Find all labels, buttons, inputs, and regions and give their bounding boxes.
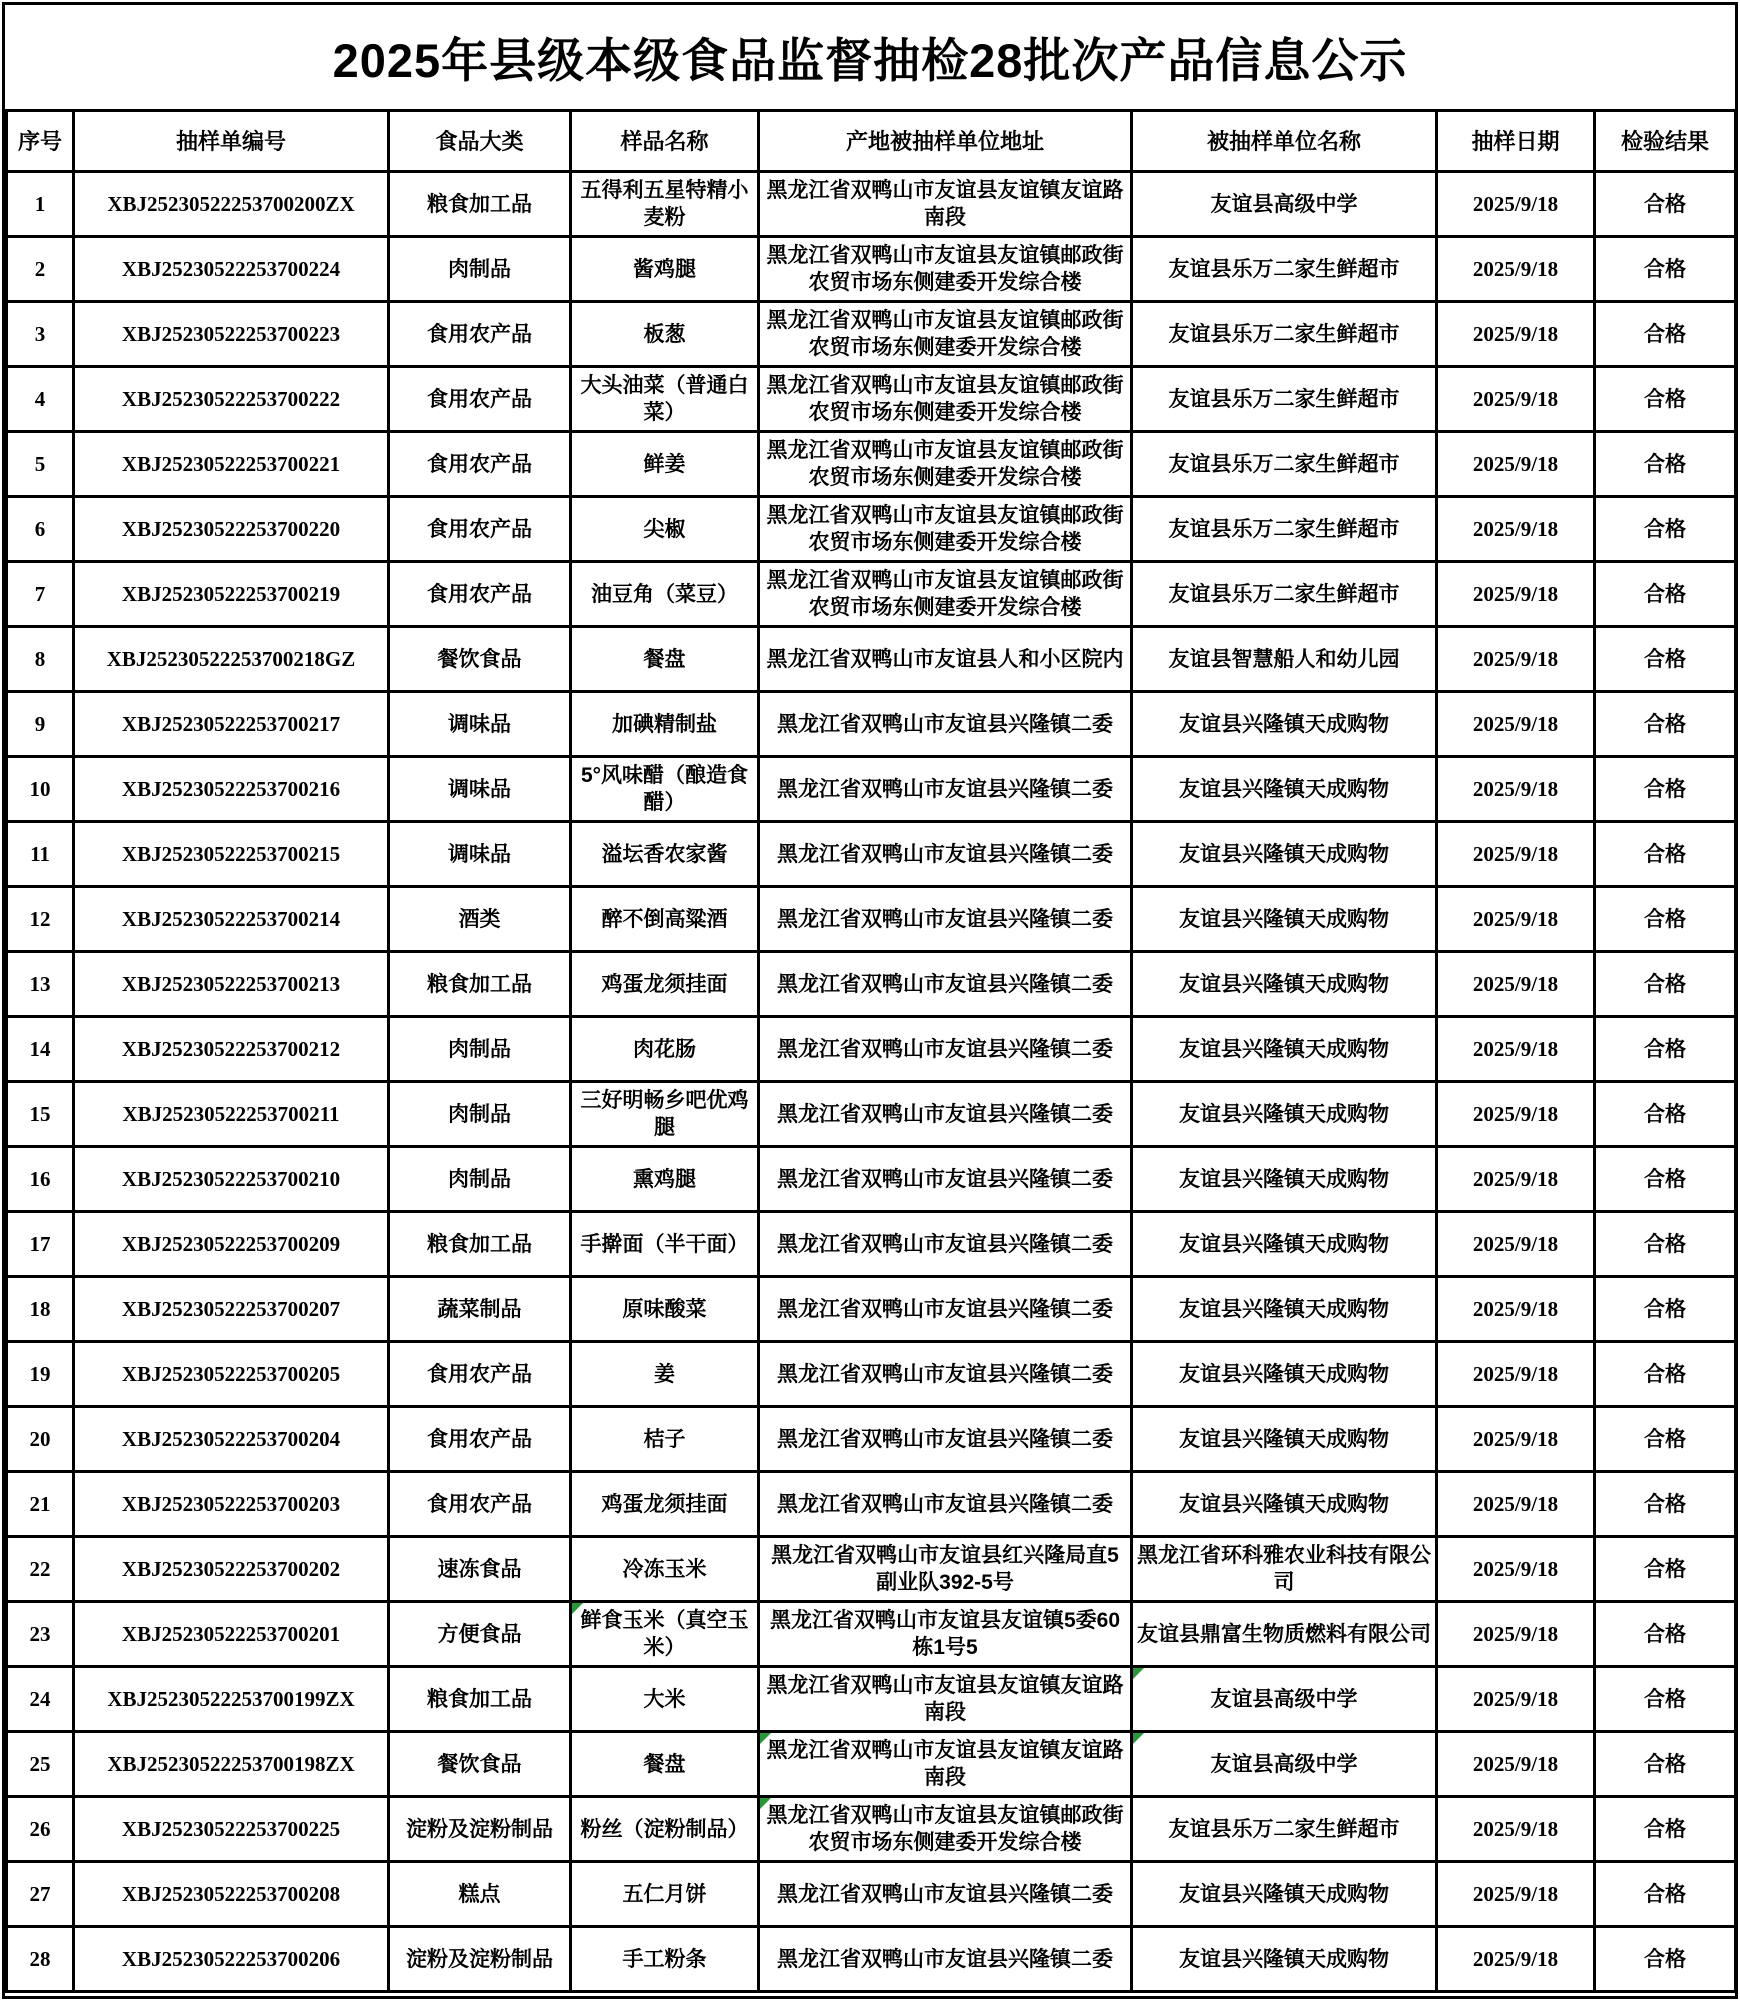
table-row — [7, 1732, 1736, 1797]
table-row — [7, 1927, 1736, 1992]
cell-date: 2025/9/18 — [1437, 1407, 1595, 1472]
cell-address: 黑龙江省双鸭山市友谊县兴隆镇二委 — [759, 1342, 1132, 1407]
header-row — [7, 111, 1736, 172]
table-row — [7, 367, 1736, 432]
cell-address: 黑龙江省双鸭山市友谊县兴隆镇二委 — [759, 1277, 1132, 1342]
cell-code: XBJ25230522253700211 — [74, 1082, 389, 1147]
cell-unit: 友谊县兴隆镇天成购物 — [1132, 952, 1437, 1017]
cell-no: 1 — [7, 172, 74, 237]
cell-sample: 桔子 — [571, 1407, 759, 1472]
cell-category: 食用农产品 — [389, 1342, 571, 1407]
cell-sample: 加碘精制盐 — [571, 692, 759, 757]
cell-no: 21 — [7, 1472, 74, 1537]
cell-code: XBJ25230522253700205 — [74, 1342, 389, 1407]
cell-unit: 友谊县兴隆镇天成购物 — [1132, 887, 1437, 952]
cell-date: 2025/9/18 — [1437, 1212, 1595, 1277]
table-row — [7, 1667, 1736, 1732]
column-header: 检验结果 — [1595, 111, 1736, 172]
table-row — [7, 562, 1736, 627]
cell-result: 合格 — [1595, 302, 1736, 367]
cell-no: 18 — [7, 1277, 74, 1342]
cell-no: 2 — [7, 237, 74, 302]
cell-category: 淀粉及淀粉制品 — [389, 1927, 571, 1992]
column-header: 样品名称 — [571, 111, 759, 172]
cell-no: 27 — [7, 1862, 74, 1927]
table-row — [7, 1407, 1736, 1472]
cell-result: 合格 — [1595, 1147, 1736, 1212]
cell-date: 2025/9/18 — [1437, 1667, 1595, 1732]
cell-unit: 友谊县兴隆镇天成购物 — [1132, 692, 1437, 757]
table-row — [7, 432, 1736, 497]
cell-address: 黑龙江省双鸭山市友谊县兴隆镇二委 — [759, 1407, 1132, 1472]
cell-result: 合格 — [1595, 497, 1736, 562]
cell-code: XBJ25230522253700215 — [74, 822, 389, 887]
cell-date: 2025/9/18 — [1437, 237, 1595, 302]
cell-no: 23 — [7, 1602, 74, 1667]
cell-code: XBJ25230522253700222 — [74, 367, 389, 432]
cell-code: XBJ25230522253700217 — [74, 692, 389, 757]
cell-unit: 友谊县乐万二家生鲜超市 — [1132, 237, 1437, 302]
cell-unit: 友谊县兴隆镇天成购物 — [1132, 822, 1437, 887]
cell-code: XBJ25230522253700212 — [74, 1017, 389, 1082]
cell-address: 黑龙江省双鸭山市友谊县友谊镇友谊路南段 — [759, 1732, 1132, 1797]
cell-unit: 友谊县乐万二家生鲜超市 — [1132, 562, 1437, 627]
table-row — [7, 822, 1736, 887]
cell-date: 2025/9/18 — [1437, 1797, 1595, 1862]
cell-address: 黑龙江省双鸭山市友谊县友谊镇邮政街农贸市场东侧建委开发综合楼 — [759, 1797, 1132, 1862]
cell-category: 酒类 — [389, 887, 571, 952]
cell-unit: 友谊县兴隆镇天成购物 — [1132, 1017, 1437, 1082]
cell-category: 调味品 — [389, 757, 571, 822]
cell-code: XBJ25230522253700208 — [74, 1862, 389, 1927]
cell-address: 黑龙江省双鸭山市友谊县友谊镇友谊路南段 — [759, 1667, 1132, 1732]
cell-date: 2025/9/18 — [1437, 302, 1595, 367]
cell-date: 2025/9/18 — [1437, 1927, 1595, 1992]
cell-code: XBJ25230522253700210 — [74, 1147, 389, 1212]
table-row — [7, 887, 1736, 952]
cell-date: 2025/9/18 — [1437, 497, 1595, 562]
cell-category: 糕点 — [389, 1862, 571, 1927]
cell-unit: 黑龙江省环科雅农业科技有限公司 — [1132, 1537, 1437, 1602]
cell-sample: 手擀面（半干面） — [571, 1212, 759, 1277]
cell-date: 2025/9/18 — [1437, 1472, 1595, 1537]
cell-date: 2025/9/18 — [1437, 1082, 1595, 1147]
excel-error-flag-icon — [760, 1798, 771, 1809]
cell-date: 2025/9/18 — [1437, 1342, 1595, 1407]
cell-result: 合格 — [1595, 1277, 1736, 1342]
cell-category: 肉制品 — [389, 1017, 571, 1082]
cell-category: 食用农产品 — [389, 1407, 571, 1472]
cell-category: 食用农产品 — [389, 1472, 571, 1537]
cell-address: 黑龙江省双鸭山市友谊县兴隆镇二委 — [759, 1147, 1132, 1212]
table-row — [7, 497, 1736, 562]
cell-category: 粮食加工品 — [389, 952, 571, 1017]
table-body — [7, 172, 1736, 1992]
cell-date: 2025/9/18 — [1437, 1147, 1595, 1212]
column-header: 抽样日期 — [1437, 111, 1595, 172]
cell-address: 黑龙江省双鸭山市友谊县红兴隆局直5副业队392-5号 — [759, 1537, 1132, 1602]
cell-no: 17 — [7, 1212, 74, 1277]
column-header: 抽样单编号 — [74, 111, 389, 172]
cell-unit: 友谊县鼎富生物质燃料有限公司 — [1132, 1602, 1437, 1667]
excel-error-flag-icon — [1133, 1668, 1144, 1679]
cell-date: 2025/9/18 — [1437, 562, 1595, 627]
cell-date: 2025/9/18 — [1437, 1537, 1595, 1602]
cell-category: 食用农产品 — [389, 367, 571, 432]
cell-category: 食用农产品 — [389, 497, 571, 562]
cell-category: 粮食加工品 — [389, 172, 571, 237]
cell-no: 20 — [7, 1407, 74, 1472]
cell-date: 2025/9/18 — [1437, 1277, 1595, 1342]
cell-no: 13 — [7, 952, 74, 1017]
cell-sample: 冷冻玉米 — [571, 1537, 759, 1602]
cell-sample: 鲜食玉米（真空玉米） — [571, 1602, 759, 1667]
cell-code: XBJ25230522253700223 — [74, 302, 389, 367]
cell-address: 黑龙江省双鸭山市友谊县兴隆镇二委 — [759, 1927, 1132, 1992]
cell-no: 12 — [7, 887, 74, 952]
cell-sample: 手工粉条 — [571, 1927, 759, 1992]
column-header: 食品大类 — [389, 111, 571, 172]
cell-no: 10 — [7, 757, 74, 822]
cell-unit: 友谊县乐万二家生鲜超市 — [1132, 497, 1437, 562]
page-frame — [2, 2, 1738, 1999]
table-row — [7, 1342, 1736, 1407]
cell-no: 9 — [7, 692, 74, 757]
cell-sample: 三好明畅乡吧优鸡腿 — [571, 1082, 759, 1147]
cell-date: 2025/9/18 — [1437, 1862, 1595, 1927]
cell-sample: 鸡蛋龙须挂面 — [571, 1472, 759, 1537]
cell-unit: 友谊县高级中学 — [1132, 172, 1437, 237]
cell-category: 食用农产品 — [389, 562, 571, 627]
cell-no: 8 — [7, 627, 74, 692]
cell-result: 合格 — [1595, 627, 1736, 692]
cell-address: 黑龙江省双鸭山市友谊县兴隆镇二委 — [759, 757, 1132, 822]
cell-unit: 友谊县高级中学 — [1132, 1667, 1437, 1732]
cell-result: 合格 — [1595, 1472, 1736, 1537]
cell-code: XBJ25230522253700214 — [74, 887, 389, 952]
excel-error-flag-icon — [572, 1603, 583, 1614]
cell-no: 4 — [7, 367, 74, 432]
cell-sample: 姜 — [571, 1342, 759, 1407]
cell-sample: 醉不倒高粱酒 — [571, 887, 759, 952]
cell-sample: 鲜姜 — [571, 432, 759, 497]
cell-sample: 鸡蛋龙须挂面 — [571, 952, 759, 1017]
cell-address: 黑龙江省双鸭山市友谊县兴隆镇二委 — [759, 1862, 1132, 1927]
cell-no: 11 — [7, 822, 74, 887]
cell-no: 15 — [7, 1082, 74, 1147]
cell-address: 黑龙江省双鸭山市友谊县兴隆镇二委 — [759, 1082, 1132, 1147]
cell-no: 16 — [7, 1147, 74, 1212]
cell-date: 2025/9/18 — [1437, 822, 1595, 887]
excel-error-flag-icon — [760, 1733, 771, 1744]
cell-sample: 板葱 — [571, 302, 759, 367]
cell-date: 2025/9/18 — [1437, 757, 1595, 822]
cell-code: XBJ25230522253700225 — [74, 1797, 389, 1862]
cell-result: 合格 — [1595, 1407, 1736, 1472]
table-row — [7, 1862, 1736, 1927]
cell-result: 合格 — [1595, 757, 1736, 822]
cell-category: 速冻食品 — [389, 1537, 571, 1602]
cell-sample: 粉丝（淀粉制品） — [571, 1797, 759, 1862]
cell-result: 合格 — [1595, 952, 1736, 1017]
column-header: 产地被抽样单位地址 — [759, 111, 1132, 172]
cell-unit: 友谊县兴隆镇天成购物 — [1132, 1927, 1437, 1992]
page-title: 2025年县级本级食品监督抽检28批次产品信息公示 — [332, 33, 1408, 87]
excel-error-flag-icon — [1133, 1733, 1144, 1744]
table-row — [7, 1212, 1736, 1277]
cell-result: 合格 — [1595, 822, 1736, 887]
cell-address: 黑龙江省双鸭山市友谊县兴隆镇二委 — [759, 887, 1132, 952]
cell-category: 粮食加工品 — [389, 1667, 571, 1732]
cell-sample: 酱鸡腿 — [571, 237, 759, 302]
table-row — [7, 1147, 1736, 1212]
cell-no: 28 — [7, 1927, 74, 1992]
cell-sample: 大头油菜（普通白菜） — [571, 367, 759, 432]
cell-unit: 友谊县兴隆镇天成购物 — [1132, 1862, 1437, 1927]
cell-result: 合格 — [1595, 692, 1736, 757]
cell-result: 合格 — [1595, 367, 1736, 432]
table-row — [7, 1797, 1736, 1862]
cell-code: XBJ25230522253700213 — [74, 952, 389, 1017]
cell-address: 黑龙江省双鸭山市友谊县友谊镇邮政街农贸市场东侧建委开发综合楼 — [759, 237, 1132, 302]
cell-unit: 友谊县智慧船人和幼儿园 — [1132, 627, 1437, 692]
cell-date: 2025/9/18 — [1437, 1732, 1595, 1797]
cell-unit: 友谊县乐万二家生鲜超市 — [1132, 432, 1437, 497]
cell-code: XBJ25230522253700216 — [74, 757, 389, 822]
cell-category: 餐饮食品 — [389, 627, 571, 692]
cell-result: 合格 — [1595, 1862, 1736, 1927]
cell-unit: 友谊县兴隆镇天成购物 — [1132, 1212, 1437, 1277]
cell-no: 6 — [7, 497, 74, 562]
cell-sample: 5°风味醋（酿造食醋） — [571, 757, 759, 822]
cell-unit: 友谊县兴隆镇天成购物 — [1132, 1472, 1437, 1537]
cell-no: 25 — [7, 1732, 74, 1797]
column-header: 序号 — [7, 111, 74, 172]
cell-result: 合格 — [1595, 1212, 1736, 1277]
cell-unit: 友谊县高级中学 — [1132, 1732, 1437, 1797]
cell-code: XBJ25230522253700209 — [74, 1212, 389, 1277]
cell-date: 2025/9/18 — [1437, 432, 1595, 497]
cell-category: 粮食加工品 — [389, 1212, 571, 1277]
cell-result: 合格 — [1595, 1667, 1736, 1732]
cell-date: 2025/9/18 — [1437, 952, 1595, 1017]
cell-unit: 友谊县乐万二家生鲜超市 — [1132, 302, 1437, 367]
table-row — [7, 302, 1736, 367]
cell-sample: 溢坛香农家酱 — [571, 822, 759, 887]
cell-result: 合格 — [1595, 562, 1736, 627]
cell-code: XBJ25230522253700218GZ — [74, 627, 389, 692]
table-row — [7, 1537, 1736, 1602]
cell-code: XBJ25230522253700199ZX — [74, 1667, 389, 1732]
cell-result: 合格 — [1595, 172, 1736, 237]
cell-unit: 友谊县兴隆镇天成购物 — [1132, 1147, 1437, 1212]
cell-code: XBJ25230522253700202 — [74, 1537, 389, 1602]
cell-unit: 友谊县乐万二家生鲜超市 — [1132, 1797, 1437, 1862]
column-header: 被抽样单位名称 — [1132, 111, 1437, 172]
cell-code: XBJ25230522253700203 — [74, 1472, 389, 1537]
cell-sample: 油豆角（菜豆） — [571, 562, 759, 627]
table-row — [7, 1082, 1736, 1147]
cell-category: 调味品 — [389, 822, 571, 887]
cell-code: XBJ25230522253700204 — [74, 1407, 389, 1472]
cell-no: 22 — [7, 1537, 74, 1602]
cell-address: 黑龙江省双鸭山市友谊县友谊镇邮政街农贸市场东侧建委开发综合楼 — [759, 432, 1132, 497]
cell-category: 肉制品 — [389, 1082, 571, 1147]
cell-unit: 友谊县兴隆镇天成购物 — [1132, 757, 1437, 822]
table-row — [7, 1472, 1736, 1537]
cell-result: 合格 — [1595, 1537, 1736, 1602]
cell-address: 黑龙江省双鸭山市友谊县友谊镇邮政街农贸市场东侧建委开发综合楼 — [759, 562, 1132, 627]
cell-result: 合格 — [1595, 887, 1736, 952]
cell-category: 食用农产品 — [389, 432, 571, 497]
cell-sample: 五得利五星特精小麦粉 — [571, 172, 759, 237]
cell-sample: 原味酸菜 — [571, 1277, 759, 1342]
cell-code: XBJ25230522253700200ZX — [74, 172, 389, 237]
cell-sample: 熏鸡腿 — [571, 1147, 759, 1212]
cell-unit: 友谊县兴隆镇天成购物 — [1132, 1082, 1437, 1147]
cell-category: 餐饮食品 — [389, 1732, 571, 1797]
cell-result: 合格 — [1595, 1017, 1736, 1082]
cell-date: 2025/9/18 — [1437, 887, 1595, 952]
cell-sample: 五仁月饼 — [571, 1862, 759, 1927]
cell-sample: 尖椒 — [571, 497, 759, 562]
cell-code: XBJ25230522253700201 — [74, 1602, 389, 1667]
cell-category: 肉制品 — [389, 1147, 571, 1212]
cell-sample: 餐盘 — [571, 627, 759, 692]
cell-address: 黑龙江省双鸭山市友谊县兴隆镇二委 — [759, 1472, 1132, 1537]
cell-date: 2025/9/18 — [1437, 1602, 1595, 1667]
cell-unit: 友谊县兴隆镇天成购物 — [1132, 1407, 1437, 1472]
cell-no: 3 — [7, 302, 74, 367]
table-row — [7, 692, 1736, 757]
cell-code: XBJ25230522253700224 — [74, 237, 389, 302]
cell-no: 7 — [7, 562, 74, 627]
cell-no: 19 — [7, 1342, 74, 1407]
cell-code: XBJ25230522253700220 — [74, 497, 389, 562]
cell-sample: 大米 — [571, 1667, 759, 1732]
cell-address: 黑龙江省双鸭山市友谊县友谊镇5委60栋1号5 — [759, 1602, 1132, 1667]
table-row — [7, 627, 1736, 692]
cell-date: 2025/9/18 — [1437, 367, 1595, 432]
table-row — [7, 1602, 1736, 1667]
cell-category: 淀粉及淀粉制品 — [389, 1797, 571, 1862]
cell-no: 24 — [7, 1667, 74, 1732]
cell-date: 2025/9/18 — [1437, 172, 1595, 237]
cell-sample: 餐盘 — [571, 1732, 759, 1797]
table-row — [7, 1017, 1736, 1082]
cell-code: XBJ25230522253700219 — [74, 562, 389, 627]
cell-unit: 友谊县乐万二家生鲜超市 — [1132, 367, 1437, 432]
cell-address: 黑龙江省双鸭山市友谊县友谊镇邮政街农贸市场东侧建委开发综合楼 — [759, 302, 1132, 367]
table-row — [7, 172, 1736, 237]
cell-result: 合格 — [1595, 1732, 1736, 1797]
cell-result: 合格 — [1595, 1342, 1736, 1407]
cell-address: 黑龙江省双鸭山市友谊县友谊镇邮政街农贸市场东侧建委开发综合楼 — [759, 367, 1132, 432]
table-row — [7, 237, 1736, 302]
cell-no: 14 — [7, 1017, 74, 1082]
table-row — [7, 952, 1736, 1017]
cell-code: XBJ25230522253700198ZX — [74, 1732, 389, 1797]
cell-code: XBJ25230522253700207 — [74, 1277, 389, 1342]
cell-date: 2025/9/18 — [1437, 692, 1595, 757]
cell-result: 合格 — [1595, 1797, 1736, 1862]
table-row — [7, 757, 1736, 822]
cell-unit: 友谊县兴隆镇天成购物 — [1132, 1342, 1437, 1407]
cell-category: 方便食品 — [389, 1602, 571, 1667]
cell-address: 黑龙江省双鸭山市友谊县友谊镇邮政街农贸市场东侧建委开发综合楼 — [759, 497, 1132, 562]
cell-category: 蔬菜制品 — [389, 1277, 571, 1342]
inspection-table — [5, 109, 1737, 1993]
cell-category: 食用农产品 — [389, 302, 571, 367]
cell-sample: 肉花肠 — [571, 1017, 759, 1082]
cell-result: 合格 — [1595, 1082, 1736, 1147]
cell-no: 26 — [7, 1797, 74, 1862]
cell-address: 黑龙江省双鸭山市友谊县人和小区院内 — [759, 627, 1132, 692]
cell-code: XBJ25230522253700206 — [74, 1927, 389, 1992]
cell-category: 肉制品 — [389, 237, 571, 302]
cell-result: 合格 — [1595, 1602, 1736, 1667]
cell-date: 2025/9/18 — [1437, 1017, 1595, 1082]
cell-address: 黑龙江省双鸭山市友谊县兴隆镇二委 — [759, 952, 1132, 1017]
cell-address: 黑龙江省双鸭山市友谊县兴隆镇二委 — [759, 692, 1132, 757]
cell-date: 2025/9/18 — [1437, 627, 1595, 692]
cell-category: 调味品 — [389, 692, 571, 757]
cell-address: 黑龙江省双鸭山市友谊县友谊镇友谊路南段 — [759, 172, 1132, 237]
cell-unit: 友谊县兴隆镇天成购物 — [1132, 1277, 1437, 1342]
cell-result: 合格 — [1595, 1927, 1736, 1992]
cell-address: 黑龙江省双鸭山市友谊县兴隆镇二委 — [759, 1017, 1132, 1082]
cell-result: 合格 — [1595, 432, 1736, 497]
cell-code: XBJ25230522253700221 — [74, 432, 389, 497]
cell-address: 黑龙江省双鸭山市友谊县兴隆镇二委 — [759, 822, 1132, 887]
table-row — [7, 1277, 1736, 1342]
cell-no: 5 — [7, 432, 74, 497]
cell-result: 合格 — [1595, 237, 1736, 302]
cell-address: 黑龙江省双鸭山市友谊县兴隆镇二委 — [759, 1212, 1132, 1277]
